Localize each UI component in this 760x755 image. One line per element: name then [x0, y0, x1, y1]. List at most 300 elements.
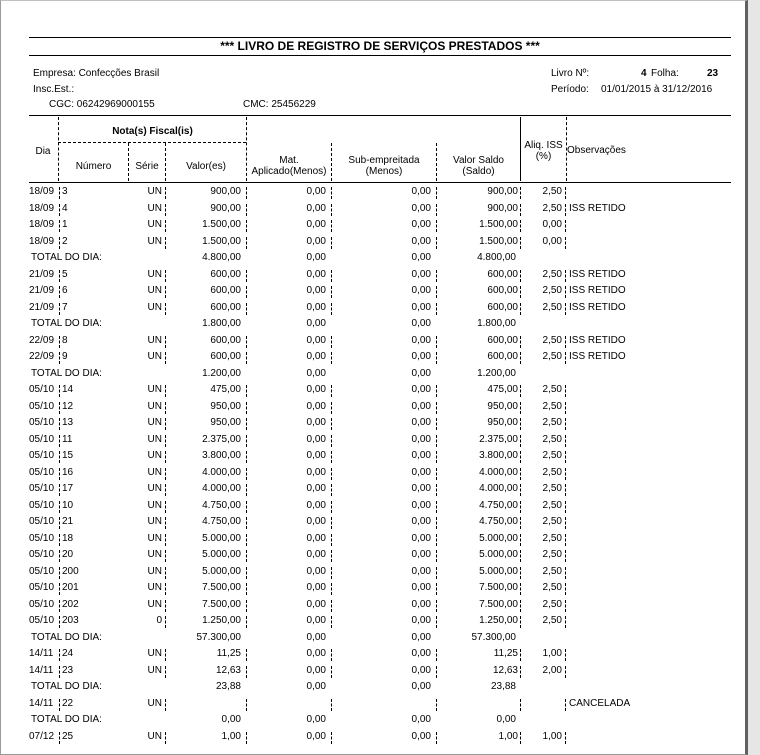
cell-separator [565, 418, 566, 430]
cell-sub: 0,00 [411, 268, 431, 280]
cell-valor: 1.800,00 [202, 318, 241, 329]
cell-separator [520, 699, 521, 711]
cell-sub: 0,00 [411, 664, 431, 676]
total-row [29, 679, 731, 696]
cell-aliq: 2,50 [542, 549, 562, 560]
cell-serie: UN [147, 301, 162, 313]
cell-mat: 0,00 [306, 202, 326, 214]
cell-mat: 0,00 [306, 318, 326, 329]
cell-numero: 25 [62, 730, 74, 742]
cell-valor: 12,63 [215, 664, 241, 676]
cell-separator [331, 385, 332, 397]
insc-label: Insc.Est.: [33, 84, 75, 95]
cell-sub: 0,00 [411, 433, 431, 445]
cell-separator [246, 220, 247, 232]
cell-serie: UN [147, 417, 162, 428]
cell-valor: 1,00 [221, 730, 241, 742]
cell-obs: ISS RETIDO [569, 351, 626, 362]
empresa-line [33, 68, 159, 79]
cell-separator [59, 418, 60, 430]
cell-separator [165, 534, 166, 546]
cell-dia: 05/10 [29, 433, 55, 445]
cell-separator [246, 583, 247, 595]
cell-separator [565, 550, 566, 562]
table-row [29, 531, 731, 548]
cell-saldo: 12,63 [492, 664, 518, 676]
cell-aliq: 2,50 [542, 384, 562, 395]
cell-sub: 0,00 [411, 334, 431, 346]
cell-separator [165, 220, 166, 232]
cell-separator [165, 517, 166, 529]
total-row [29, 712, 731, 729]
cell-numero: 15 [62, 450, 74, 461]
cell-aliq: 2,50 [542, 516, 562, 527]
cell-separator [331, 303, 332, 315]
cell-separator [59, 616, 60, 628]
total-label: TOTAL DO DIA: [31, 252, 102, 263]
cell-separator [520, 600, 521, 612]
cell-separator [565, 501, 566, 513]
cell-serie: UN [147, 285, 162, 296]
cell-mat: 0,00 [306, 714, 326, 725]
cell-serie: UN [147, 334, 162, 346]
cell-sub: 0,00 [411, 714, 431, 725]
cell-separator [165, 468, 166, 480]
cell-mat: 0,00 [306, 384, 326, 395]
cell-aliq: 2,50 [542, 186, 562, 197]
cell-separator [59, 550, 60, 562]
cell-sub: 0,00 [411, 186, 431, 197]
cell-sub: 0,00 [411, 598, 431, 610]
cell-sub: 0,00 [411, 400, 431, 412]
cell-saldo: 4.800,00 [477, 252, 516, 263]
total-row [29, 250, 731, 267]
cell-separator [520, 303, 521, 315]
cell-obs: CANCELADA [569, 697, 631, 709]
col-aliq [521, 140, 566, 162]
cell-numero: 11 [62, 433, 73, 445]
cell-valor: 5.000,00 [202, 565, 241, 577]
cell-separator [436, 303, 437, 315]
table-row [29, 580, 731, 597]
cell-saldo: 600,00 [487, 268, 518, 280]
cell-separator [246, 484, 247, 496]
cell-dia: 05/10 [29, 384, 55, 395]
cell-serie: UN [147, 450, 162, 461]
cell-sub: 0,00 [411, 450, 431, 461]
cell-separator [436, 649, 437, 661]
cell-valor: 600,00 [210, 268, 241, 280]
cell-separator [246, 187, 247, 199]
cell-saldo: 5.000,00 [479, 549, 518, 560]
cell-separator [331, 600, 332, 612]
col-sub-line2: (Menos) [365, 166, 403, 177]
cell-separator [520, 583, 521, 595]
cell-mat: 0,00 [306, 466, 326, 478]
cell-separator [331, 649, 332, 661]
cell-saldo: 1.500,00 [479, 219, 518, 230]
cell-separator [165, 352, 166, 364]
cell-saldo: 11,25 [493, 648, 518, 659]
folha-number: 23 [707, 68, 719, 79]
cell-separator [246, 517, 247, 529]
cell-separator [520, 451, 521, 463]
cell-separator [565, 237, 566, 249]
table-row [29, 217, 731, 234]
cell-separator [331, 550, 332, 562]
col-saldo [437, 155, 520, 177]
cell-separator [59, 385, 60, 397]
cell-mat: 0,00 [306, 252, 326, 263]
cell-sub: 0,00 [411, 351, 431, 362]
cell-sub: 0,00 [411, 565, 431, 577]
notas-group-rule [58, 142, 246, 143]
cell-separator [59, 666, 60, 678]
col-aliq-line2: (%) [535, 151, 552, 162]
cell-dia: 05/10 [29, 582, 55, 593]
cell-separator [436, 534, 437, 546]
cell-dia: 14/11 [29, 664, 54, 676]
table-row [29, 729, 731, 746]
cell-dia: 05/10 [29, 565, 55, 577]
cell-valor: 7.500,00 [202, 598, 241, 610]
cell-saldo: 23,88 [490, 681, 516, 692]
cell-separator [565, 352, 566, 364]
cell-separator [59, 220, 60, 232]
cell-separator [246, 468, 247, 480]
cell-valor: 5.000,00 [202, 532, 241, 544]
cell-mat: 0,00 [306, 598, 326, 610]
cell-separator [565, 336, 566, 348]
cell-dia: 18/09 [29, 219, 55, 230]
cell-valor: 4.000,00 [202, 483, 241, 494]
cell-separator [565, 303, 566, 315]
cell-separator [436, 484, 437, 496]
cell-aliq: 2,50 [542, 532, 562, 544]
cell-valor: 4.750,00 [202, 516, 241, 527]
cell-numero: 8 [62, 334, 68, 346]
cell-separator [520, 385, 521, 397]
cell-separator [331, 204, 332, 216]
cell-aliq: 2,50 [542, 433, 562, 445]
cell-sub: 0,00 [411, 252, 431, 263]
cell-separator [520, 567, 521, 579]
table-row [29, 514, 731, 531]
cell-numero: 6 [62, 285, 68, 296]
folha-value [707, 68, 718, 79]
cell-numero: 16 [62, 466, 74, 478]
cell-sub: 0,00 [411, 730, 431, 742]
cell-serie: UN [147, 697, 162, 709]
cell-separator [331, 567, 332, 579]
table-row [29, 465, 731, 482]
cell-aliq: 2,50 [542, 400, 562, 412]
cell-separator [436, 732, 437, 744]
cell-saldo: 0,00 [496, 714, 516, 725]
cell-numero: 9 [62, 351, 68, 362]
cell-separator [165, 187, 166, 199]
cell-separator [520, 550, 521, 562]
cell-sub: 0,00 [411, 516, 431, 527]
cell-numero: 24 [62, 648, 74, 659]
cell-dia: 05/10 [29, 450, 55, 461]
cell-separator [165, 484, 166, 496]
cell-numero: 23 [62, 664, 74, 676]
cell-valor: 1.500,00 [202, 235, 241, 247]
cell-separator [246, 666, 247, 678]
cell-serie: UN [147, 516, 162, 527]
cell-saldo: 1.200,00 [477, 367, 516, 379]
cell-saldo: 600,00 [487, 351, 518, 362]
cell-obs: ISS RETIDO [569, 301, 626, 313]
cell-mat: 0,00 [306, 615, 326, 626]
cell-serie: 0 [156, 615, 162, 626]
cell-serie: UN [147, 384, 162, 395]
cell-numero: 7 [62, 301, 68, 313]
cell-separator [436, 451, 437, 463]
cell-serie: UN [147, 483, 162, 494]
cell-separator [565, 286, 566, 298]
cell-separator [436, 220, 437, 232]
total-label: TOTAL DO DIA: [31, 714, 102, 725]
cell-mat: 0,00 [306, 516, 326, 527]
cell-mat: 0,00 [306, 351, 326, 362]
cell-separator [246, 501, 247, 513]
cell-numero: 10 [62, 499, 74, 511]
cell-mat: 0,00 [306, 582, 326, 593]
cell-separator [436, 517, 437, 529]
cell-valor: 4.750,00 [202, 499, 241, 511]
cell-saldo: 1,00 [498, 730, 518, 742]
page-shadow [748, 0, 760, 755]
table-row [29, 432, 731, 449]
cell-separator [165, 286, 166, 298]
cell-serie: UN [147, 202, 162, 214]
cell-separator [165, 435, 166, 447]
report-title: *** LIVRO DE REGISTRO DE SERVIÇOS PRESTADOS *** [220, 39, 540, 53]
cell-valor: 1.500,00 [202, 219, 241, 230]
cell-sub: 0,00 [411, 499, 431, 511]
cell-separator [331, 451, 332, 463]
livro-label: Livro Nº: [551, 68, 590, 79]
cell-separator [165, 699, 166, 711]
cell-valor: 23,88 [215, 681, 241, 692]
cell-separator [520, 517, 521, 529]
total-label: TOTAL DO DIA: [31, 367, 102, 379]
cell-sub: 0,00 [411, 235, 431, 247]
cell-numero: 1 [62, 219, 68, 230]
cell-aliq: 2,50 [542, 615, 562, 626]
cell-sub: 0,00 [411, 367, 431, 379]
cell-mat: 0,00 [306, 186, 326, 197]
cell-serie: UN [147, 565, 162, 577]
table-row [29, 201, 731, 218]
cell-serie: UN [147, 466, 162, 478]
cell-separator [565, 451, 566, 463]
periodo-label: Período: [551, 84, 589, 95]
cell-valor: 475,00 [210, 384, 241, 395]
cell-separator [246, 435, 247, 447]
table-row [29, 448, 731, 465]
cgc-line [49, 99, 155, 110]
cell-saldo: 57.300,00 [471, 631, 516, 643]
cell-separator [59, 517, 60, 529]
cell-aliq: 2,50 [542, 582, 562, 593]
cell-separator [59, 303, 60, 315]
cell-serie: UN [147, 186, 162, 197]
cell-separator [331, 286, 332, 298]
cell-mat: 0,00 [306, 417, 326, 428]
cell-separator [520, 336, 521, 348]
cell-separator [436, 501, 437, 513]
cell-separator [246, 303, 247, 315]
cell-dia: 14/11 [29, 697, 54, 709]
cell-separator [436, 187, 437, 199]
cell-mat: 0,00 [306, 400, 326, 412]
cell-separator [331, 699, 332, 711]
cell-numero: 203 [62, 615, 79, 626]
cell-valor: 5.000,00 [202, 549, 241, 560]
cell-saldo: 2.375,00 [479, 433, 518, 445]
cell-separator [331, 336, 332, 348]
cell-separator [331, 352, 332, 364]
cell-valor: 600,00 [210, 351, 241, 362]
cell-separator [331, 666, 332, 678]
cell-separator [565, 385, 566, 397]
empresa-label: Empresa: [33, 68, 76, 79]
cell-aliq: 0,00 [542, 235, 562, 247]
cmc-value: 25456229 [271, 99, 316, 110]
cell-separator [520, 435, 521, 447]
cell-separator [165, 336, 166, 348]
cell-saldo: 950,00 [487, 417, 518, 428]
cell-numero: 18 [62, 532, 74, 544]
table-row [29, 382, 731, 399]
cell-separator [331, 501, 332, 513]
cell-separator [165, 600, 166, 612]
cell-sub: 0,00 [411, 615, 431, 626]
cell-separator [246, 451, 247, 463]
cell-aliq: 0,00 [542, 219, 562, 230]
cell-separator [59, 204, 60, 216]
cell-separator [436, 385, 437, 397]
col-dia: Dia [35, 146, 51, 157]
cell-aliq: 1,00 [542, 730, 562, 742]
cell-aliq: 2,50 [542, 268, 562, 280]
cell-separator [246, 550, 247, 562]
cell-separator [436, 600, 437, 612]
cell-valor: 7.500,00 [202, 582, 241, 593]
cell-separator [59, 435, 60, 447]
cell-separator [165, 649, 166, 661]
cell-separator [59, 352, 60, 364]
cell-aliq: 2,50 [542, 417, 562, 428]
cell-separator [520, 286, 521, 298]
cell-sub: 0,00 [411, 318, 431, 329]
cell-valor: 57.300,00 [196, 631, 241, 643]
cell-numero: 17 [62, 483, 74, 494]
cell-separator [436, 336, 437, 348]
cell-separator [165, 567, 166, 579]
cell-separator [59, 402, 60, 414]
cell-dia: 22/09 [29, 334, 55, 346]
cell-separator [436, 435, 437, 447]
cell-separator [246, 270, 247, 282]
cell-obs: ISS RETIDO [569, 202, 626, 214]
cell-separator [165, 303, 166, 315]
table-row [29, 415, 731, 432]
cell-serie: UN [147, 532, 162, 544]
cell-dia: 18/09 [29, 235, 55, 247]
cell-saldo: 7.500,00 [479, 582, 518, 593]
cell-sub: 0,00 [411, 384, 431, 395]
cell-separator [165, 583, 166, 595]
cell-valor: 2.375,00 [202, 433, 241, 445]
cell-separator [331, 435, 332, 447]
cell-dia: 05/10 [29, 549, 55, 560]
total-row [29, 316, 731, 333]
cell-mat: 0,00 [306, 367, 326, 379]
total-label: TOTAL DO DIA: [31, 631, 102, 643]
table-row [29, 597, 731, 614]
cell-separator [520, 187, 521, 199]
empresa-value: Confecções Brasil [78, 68, 160, 79]
cell-separator [331, 517, 332, 529]
col-mat-line1: Mat. [279, 155, 299, 166]
cell-separator [246, 600, 247, 612]
livro-value [641, 68, 647, 79]
cell-aliq: 1,00 [542, 648, 562, 659]
cell-separator [246, 336, 247, 348]
cell-separator [565, 616, 566, 628]
cell-separator [565, 484, 566, 496]
cgc-label: CGC: [49, 99, 74, 110]
cell-numero: 4 [62, 202, 68, 214]
cell-numero: 3 [62, 186, 68, 197]
cell-saldo: 4.750,00 [479, 516, 518, 527]
cell-separator [565, 187, 566, 199]
cell-saldo: 5.000,00 [479, 532, 518, 544]
cell-separator [246, 204, 247, 216]
cell-separator [331, 468, 332, 480]
cell-separator [331, 484, 332, 496]
table-header-top-rule [29, 115, 731, 116]
cell-separator [59, 286, 60, 298]
cell-valor: 950,00 [210, 417, 241, 428]
col-sub-line1: Sub-empreitada [348, 155, 420, 166]
cell-saldo: 4.000,00 [479, 483, 518, 494]
cell-separator [520, 649, 521, 661]
cell-serie: UN [147, 598, 162, 610]
cell-separator [331, 402, 332, 414]
table-row [29, 498, 731, 515]
cell-numero: 2 [62, 235, 68, 247]
table-row [29, 300, 731, 317]
cell-aliq: 2,50 [542, 499, 562, 511]
cell-mat: 0,00 [306, 499, 326, 511]
cell-separator [565, 600, 566, 612]
cell-aliq: 2,50 [542, 285, 562, 296]
cell-separator [565, 567, 566, 579]
total-label: TOTAL DO DIA: [31, 318, 102, 329]
cell-separator [520, 666, 521, 678]
cell-separator [165, 666, 166, 678]
cell-dia: 05/10 [29, 615, 55, 626]
cell-serie: UN [147, 664, 162, 676]
cell-mat: 0,00 [306, 433, 326, 445]
cell-mat: 0,00 [306, 235, 326, 247]
cell-dia: 05/10 [29, 466, 55, 478]
